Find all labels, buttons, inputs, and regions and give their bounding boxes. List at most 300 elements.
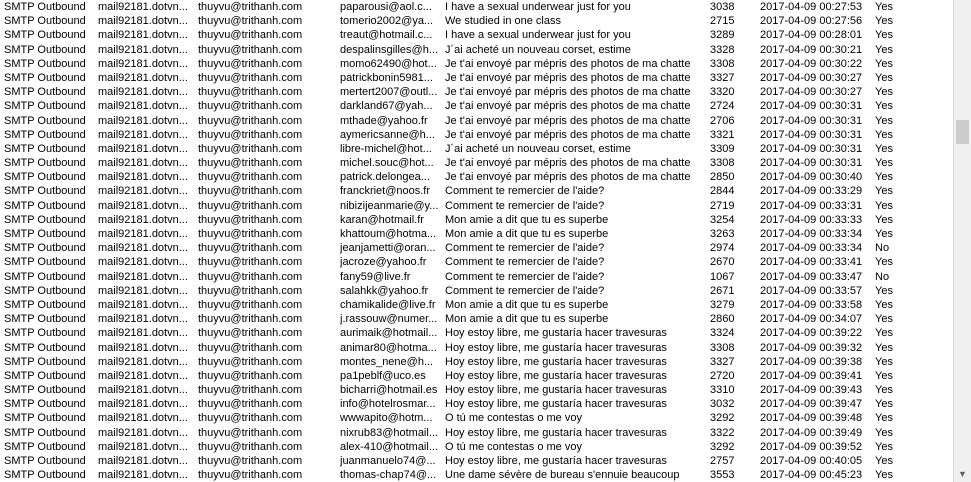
subject-cell: Je t'ai envoyé par mépris des photos de ma chatte [445,86,691,99]
type-cell: SMTP Outbound [4,284,86,297]
server-cell: mail92181.dotvn... [98,426,188,439]
subject-cell: Mon amie a dit que tu es superbe [445,213,609,226]
recipient-cell: mthade@yahoo.fr [340,114,428,127]
subject-cell: J´ai acheté un nouveau corset, estime [445,142,631,155]
recipient-cell: fany59@live.fr [340,270,411,283]
status-cell: Yes [875,327,893,340]
sender-cell: thuyvu@trithanh.com [198,157,303,170]
sender-cell: thuyvu@trithanh.com [198,398,303,411]
size-cell: 3310 [710,384,735,397]
sender-cell: thuyvu@trithanh.com [198,270,303,283]
server-cell: mail92181.dotvn... [98,242,188,255]
table-row[interactable] [0,468,953,482]
date-cell: 2017-04-09 00:33:47 [760,270,863,283]
recipient-cell: paparousi@aol.c... [340,1,432,13]
server-cell: mail92181.dotvn... [98,199,188,212]
server-cell: mail92181.dotvn... [98,355,188,368]
type-cell: SMTP Outbound [4,199,86,212]
server-cell: mail92181.dotvn... [98,15,188,28]
type-cell: SMTP Outbound [4,29,86,42]
subject-cell: Hoy estoy libre, me gustaría hacer travesuras [445,455,667,467]
recipient-cell: patrickbonin5981... [340,71,433,84]
status-cell: Yes [875,412,893,425]
date-cell: 2017-04-09 00:39:52 [760,440,863,453]
table-row[interactable] [0,241,953,255]
table-row[interactable] [0,85,953,99]
server-cell: mail92181.dotvn... [98,142,188,155]
server-cell: mail92181.dotvn... [98,128,188,141]
recipient-cell: jacroze@yahoo.fr [340,256,427,269]
type-cell: SMTP Outbound [4,128,86,141]
table-row[interactable] [0,227,953,241]
date-cell: 2017-04-09 00:27:56 [760,15,863,28]
table-row[interactable] [0,383,953,397]
status-cell: Yes [875,426,893,439]
server-cell: mail92181.dotvn... [98,440,188,453]
subject-cell: Je t'ai envoyé par mépris des photos de ma chatte [445,71,691,84]
status-cell: Yes [875,213,893,226]
type-cell: SMTP Outbound [4,86,86,99]
size-cell: 2706 [710,114,735,127]
status-cell: Yes [875,71,893,84]
sender-cell: thuyvu@trithanh.com [198,426,303,439]
type-cell: SMTP Outbound [4,185,86,198]
sender-cell: thuyvu@trithanh.com [198,341,303,354]
subject-cell: Hoy estoy libre, me gustaría hacer travesuras [445,355,667,368]
sender-cell: thuyvu@trithanh.com [198,327,303,340]
size-cell: 3320 [710,86,735,99]
date-cell: 2017-04-09 00:33:34 [760,228,863,240]
sender-cell: thuyvu@trithanh.com [198,185,303,198]
date-cell: 2017-04-09 00:33:29 [760,185,863,198]
recipient-cell: aymericsanne@h... [340,128,435,141]
server-cell: mail92181.dotvn... [98,398,188,411]
server-cell: mail92181.dotvn... [98,469,188,482]
server-cell: mail92181.dotvn... [98,29,188,42]
recipient-cell: nibizijeanmarie@y... [340,199,439,212]
status-cell: Yes [875,100,893,113]
date-cell: 2017-04-09 00:30:22 [760,57,863,70]
status-cell: Yes [875,284,893,297]
size-cell: 2719 [710,199,735,212]
subject-cell: Hoy estoy libre, me gustaría hacer travesuras [445,327,667,340]
size-cell: 3279 [710,298,735,311]
date-cell: 2017-04-09 00:39:32 [760,341,863,354]
date-cell: 2017-04-09 00:33:58 [760,298,863,311]
size-cell: 3292 [710,440,735,453]
server-cell: mail92181.dotvn... [98,213,188,226]
date-cell: 2017-04-09 00:33:57 [760,284,863,297]
table-row[interactable] [0,184,953,198]
type-cell: SMTP Outbound [4,71,86,84]
sender-cell: thuyvu@trithanh.com [198,298,303,311]
sender-cell: thuyvu@trithanh.com [198,43,303,56]
type-cell: SMTP Outbound [4,142,86,155]
recipient-cell: alex-410@hotmail... [340,440,438,453]
sender-cell: thuyvu@trithanh.com [198,469,303,482]
recipient-cell: aurimaik@hotmail... [340,327,438,340]
status-cell: Yes [875,384,893,397]
recipient-cell: karan@hotmail.fr [340,213,424,226]
status-cell: Yes [875,128,893,141]
status-cell: Yes [875,228,893,240]
server-cell: mail92181.dotvn... [98,369,188,382]
table-row[interactable] [0,28,953,42]
sender-cell: thuyvu@trithanh.com [198,313,303,326]
size-cell: 2724 [710,100,735,113]
table-row[interactable] [0,369,953,383]
size-cell: 3328 [710,43,735,56]
type-cell: SMTP Outbound [4,171,86,184]
status-cell: Yes [875,15,893,28]
date-cell: 2017-04-09 00:45:23 [760,469,863,482]
status-cell: Yes [875,171,893,184]
status-cell: Yes [875,29,893,42]
date-cell: 2017-04-09 00:30:40 [760,171,863,184]
sender-cell: thuyvu@trithanh.com [198,440,303,453]
sender-cell: thuyvu@trithanh.com [198,114,303,127]
table-row[interactable] [0,298,953,312]
table-row[interactable] [0,170,953,184]
sender-cell: thuyvu@trithanh.com [198,71,303,84]
type-cell: SMTP Outbound [4,256,86,269]
server-cell: mail92181.dotvn... [98,313,188,326]
size-cell: 3289 [710,29,735,42]
table-row[interactable] [0,440,953,454]
vertical-scrollbar[interactable] [953,0,971,482]
type-cell: SMTP Outbound [4,426,86,439]
subject-cell: Je t'ai envoyé par mépris des photos de ma chatte [445,57,691,70]
type-cell: SMTP Outbound [4,440,86,453]
date-cell: 2017-04-09 00:39:41 [760,369,863,382]
status-cell: Yes [875,43,893,56]
scrollbar-thumb[interactable] [956,120,969,144]
type-cell: SMTP Outbound [4,398,86,411]
sender-cell: thuyvu@trithanh.com [198,355,303,368]
sender-cell: thuyvu@trithanh.com [198,455,303,467]
size-cell: 2715 [710,15,735,28]
recipient-cell: thomas-chap74@... [340,469,437,482]
recipient-cell: pa1peblf@uco.es [340,369,426,382]
sender-cell: thuyvu@trithanh.com [198,242,303,255]
type-cell: SMTP Outbound [4,313,86,326]
type-cell: SMTP Outbound [4,100,86,113]
subject-cell: O tú me contestas o me voy [445,440,582,453]
table-row[interactable] [0,326,953,340]
size-cell: 3553 [710,469,735,482]
type-cell: SMTP Outbound [4,242,86,255]
table-row[interactable] [0,142,953,156]
server-cell: mail92181.dotvn... [98,298,188,311]
date-cell: 2017-04-09 00:34:07 [760,313,863,326]
recipient-cell: tomerio2002@ya... [340,15,434,28]
server-cell: mail92181.dotvn... [98,455,188,467]
table-row[interactable] [0,14,953,28]
recipient-cell: chamikalide@live.fr [340,298,436,311]
date-cell: 2017-04-09 00:39:48 [760,412,863,425]
status-cell: Yes [875,114,893,127]
recipient-cell: montes_nene@h... [340,355,434,368]
date-cell: 2017-04-09 00:28:01 [760,29,863,42]
table-row[interactable] [0,397,953,411]
date-cell: 2017-04-09 00:30:21 [760,43,863,56]
subject-cell: Une dame sévère de bureau s'ennuie beaucoup [445,469,680,482]
subject-cell: J´ai acheté un nouveau corset, estime [445,43,631,56]
status-cell: Yes [875,455,893,467]
chevron-down-icon[interactable]: ▼ [954,465,971,482]
server-cell: mail92181.dotvn... [98,284,188,297]
recipient-cell: despalinsgilles@h... [340,43,438,56]
subject-cell: O tú me contestas o me voy [445,412,582,425]
date-cell: 2017-04-09 00:33:31 [760,199,863,212]
sender-cell: thuyvu@trithanh.com [198,213,303,226]
server-cell: mail92181.dotvn... [98,412,188,425]
size-cell: 3263 [710,228,735,240]
recipient-cell: patrick.delongea... [340,171,430,184]
server-cell: mail92181.dotvn... [98,327,188,340]
recipient-cell: jeanjametti@oran... [340,242,436,255]
sender-cell: thuyvu@trithanh.com [198,384,303,397]
date-cell: 2017-04-09 00:39:43 [760,384,863,397]
subject-cell: Comment te remercier de l'aide? [445,242,605,255]
status-cell: Yes [875,398,893,411]
recipient-cell: juanmanuelo74@... [340,455,436,467]
server-cell: mail92181.dotvn... [98,157,188,170]
type-cell: SMTP Outbound [4,15,86,28]
table-row[interactable] [0,43,953,57]
table-row[interactable] [0,411,953,425]
status-cell: Yes [875,355,893,368]
status-cell: Yes [875,86,893,99]
size-cell: 3038 [710,1,735,13]
subject-cell: Hoy estoy libre, me gustaría hacer travesuras [445,384,667,397]
recipient-cell: j.rassouw@numer... [340,313,438,326]
type-cell: SMTP Outbound [4,157,86,170]
table-row[interactable] [0,57,953,71]
recipient-cell: khattoum@hotma... [340,228,437,240]
sender-cell: thuyvu@trithanh.com [198,142,303,155]
server-cell: mail92181.dotvn... [98,71,188,84]
size-cell: 2844 [710,185,735,198]
status-cell: Yes [875,256,893,269]
status-cell: No [875,242,890,255]
size-cell: 2850 [710,171,735,184]
status-cell: Yes [875,142,893,155]
table-row[interactable] [0,454,953,468]
server-cell: mail92181.dotvn... [98,114,188,127]
status-cell: Yes [875,185,893,198]
table-row[interactable] [0,99,953,113]
subject-cell: Hoy estoy libre, me gustaría hacer travesuras [445,341,667,354]
subject-cell: I have a sexual underwear just for you [445,1,631,13]
server-cell: mail92181.dotvn... [98,185,188,198]
size-cell: 3308 [710,57,735,70]
table-row[interactable] [0,114,953,128]
size-cell: 3308 [710,341,735,354]
date-cell: 2017-04-09 00:27:53 [760,1,863,13]
sender-cell: thuyvu@trithanh.com [198,128,303,141]
subject-cell: Comment te remercier de l'aide? [445,270,605,283]
table-row[interactable] [0,199,953,213]
table-row[interactable] [0,355,953,369]
recipient-cell: salahkk@yahoo.fr [340,284,429,297]
status-cell: Yes [875,1,893,13]
table-row[interactable] [0,0,953,14]
table-row[interactable] [0,341,953,355]
subject-cell: Mon amie a dit que tu es superbe [445,228,609,240]
size-cell: 3324 [710,327,735,340]
type-cell: SMTP Outbound [4,412,86,425]
subject-cell: Comment te remercier de l'aide? [445,199,605,212]
subject-cell: Je t'ai envoyé par mépris des photos de ma chatte [445,157,691,170]
size-cell: 3292 [710,412,735,425]
subject-cell: Hoy estoy libre, me gustaría hacer travesuras [445,398,667,411]
date-cell: 2017-04-09 00:39:38 [760,355,863,368]
type-cell: SMTP Outbound [4,114,86,127]
subject-cell: Je t'ai envoyé par mépris des photos de ma chatte [445,100,691,113]
type-cell: SMTP Outbound [4,355,86,368]
subject-cell: I have a sexual underwear just for you [445,29,631,42]
subject-cell: Hoy estoy libre, me gustaría hacer travesuras [445,369,667,382]
size-cell: 3308 [710,157,735,170]
server-cell: mail92181.dotvn... [98,228,188,240]
server-cell: mail92181.dotvn... [98,270,188,283]
table-row[interactable] [0,213,953,227]
table-row[interactable] [0,156,953,170]
table-row[interactable] [0,312,953,326]
recipient-cell: franckriet@noos.fr [340,185,431,198]
size-cell: 2757 [710,455,735,467]
status-cell: Yes [875,341,893,354]
date-cell: 2017-04-09 00:40:05 [760,455,863,467]
recipient-cell: mertert2007@outl... [340,86,438,99]
sender-cell: thuyvu@trithanh.com [198,256,303,269]
date-cell: 2017-04-09 00:30:31 [760,114,863,127]
status-cell: Yes [875,440,893,453]
recipient-cell: michel.souc@hot... [340,157,434,170]
recipient-cell: momo62490@hot... [340,57,437,70]
status-cell: Yes [875,313,893,326]
size-cell: 3254 [710,213,735,226]
size-cell: 2720 [710,369,735,382]
type-cell: SMTP Outbound [4,369,86,382]
sender-cell: thuyvu@trithanh.com [198,369,303,382]
sender-cell: thuyvu@trithanh.com [198,15,303,28]
table-row[interactable] [0,270,953,284]
sender-cell: thuyvu@trithanh.com [198,29,303,42]
type-cell: SMTP Outbound [4,57,86,70]
table-row[interactable] [0,284,953,298]
date-cell: 2017-04-09 00:39:47 [760,398,863,411]
server-cell: mail92181.dotvn... [98,256,188,269]
subject-cell: Je t'ai envoyé par mépris des photos de ma chatte [445,128,691,141]
type-cell: SMTP Outbound [4,341,86,354]
table-row[interactable] [0,255,953,269]
type-cell: SMTP Outbound [4,455,86,467]
table-row[interactable] [0,71,953,85]
recipient-cell: nixrub83@hotmail... [340,426,438,439]
size-cell: 1067 [710,270,735,283]
size-cell: 2860 [710,313,735,326]
subject-cell: Comment te remercier de l'aide? [445,284,605,297]
status-cell: Yes [875,157,893,170]
table-row[interactable] [0,128,953,142]
type-cell: SMTP Outbound [4,1,86,13]
server-cell: mail92181.dotvn... [98,43,188,56]
subject-cell: Comment te remercier de l'aide? [445,256,605,269]
date-cell: 2017-04-09 00:30:31 [760,142,863,155]
date-cell: 2017-04-09 00:39:49 [760,426,863,439]
size-cell: 3032 [710,398,735,411]
subject-cell: Comment te remercier de l'aide? [445,185,605,198]
date-cell: 2017-04-09 00:30:27 [760,71,863,84]
sender-cell: thuyvu@trithanh.com [198,1,303,13]
subject-cell: We studied in one class [445,15,561,28]
status-cell: Yes [875,199,893,212]
sender-cell: thuyvu@trithanh.com [198,412,303,425]
size-cell: 3309 [710,142,735,155]
server-cell: mail92181.dotvn... [98,1,188,13]
recipient-cell: bicharri@hotmail.es [340,384,438,397]
date-cell: 2017-04-09 00:33:33 [760,213,863,226]
recipient-cell: animar80@hotma... [340,341,437,354]
size-cell: 2974 [710,242,735,255]
date-cell: 2017-04-09 00:33:34 [760,242,863,255]
sender-cell: thuyvu@trithanh.com [198,100,303,113]
date-cell: 2017-04-09 00:39:22 [760,327,863,340]
sender-cell: thuyvu@trithanh.com [198,284,303,297]
size-cell: 3322 [710,426,735,439]
sender-cell: thuyvu@trithanh.com [198,57,303,70]
recipient-cell: darkland67@yah... [340,100,433,113]
type-cell: SMTP Outbound [4,298,86,311]
subject-cell: Mon amie a dit que tu es superbe [445,298,609,311]
sender-cell: thuyvu@trithanh.com [198,86,303,99]
table-row[interactable] [0,426,953,440]
status-cell: Yes [875,57,893,70]
server-cell: mail92181.dotvn... [98,86,188,99]
server-cell: mail92181.dotvn... [98,100,188,113]
type-cell: SMTP Outbound [4,213,86,226]
type-cell: SMTP Outbound [4,270,86,283]
recipient-cell: wwwapito@hotm... [340,412,433,425]
size-cell: 3327 [710,355,735,368]
recipient-cell: libre-michel@hot... [340,142,432,155]
subject-cell: Je t'ai envoyé par mépris des photos de ma chatte [445,114,691,127]
date-cell: 2017-04-09 00:30:31 [760,157,863,170]
subject-cell: Je t'ai envoyé par mépris des photos de ma chatte [445,171,691,184]
type-cell: SMTP Outbound [4,384,86,397]
server-cell: mail92181.dotvn... [98,384,188,397]
recipient-cell: info@hotelrosmar... [340,398,436,411]
size-cell: 2671 [710,284,735,297]
type-cell: SMTP Outbound [4,327,86,340]
date-cell: 2017-04-09 00:30:31 [760,128,863,141]
server-cell: mail92181.dotvn... [98,57,188,70]
status-cell: No [875,270,890,283]
date-cell: 2017-04-09 00:30:31 [760,100,863,113]
status-cell: Yes [875,369,893,382]
sender-cell: thuyvu@trithanh.com [198,228,303,240]
subject-cell: Hoy estoy libre, me gustaría hacer travesuras [445,426,667,439]
type-cell: SMTP Outbound [4,228,86,240]
sender-cell: thuyvu@trithanh.com [198,199,303,212]
sender-cell: thuyvu@trithanh.com [198,171,303,184]
server-cell: mail92181.dotvn... [98,171,188,184]
date-cell: 2017-04-09 00:30:27 [760,86,863,99]
recipient-cell: treaut@hotmail.c... [340,29,433,42]
size-cell: 2670 [710,256,735,269]
